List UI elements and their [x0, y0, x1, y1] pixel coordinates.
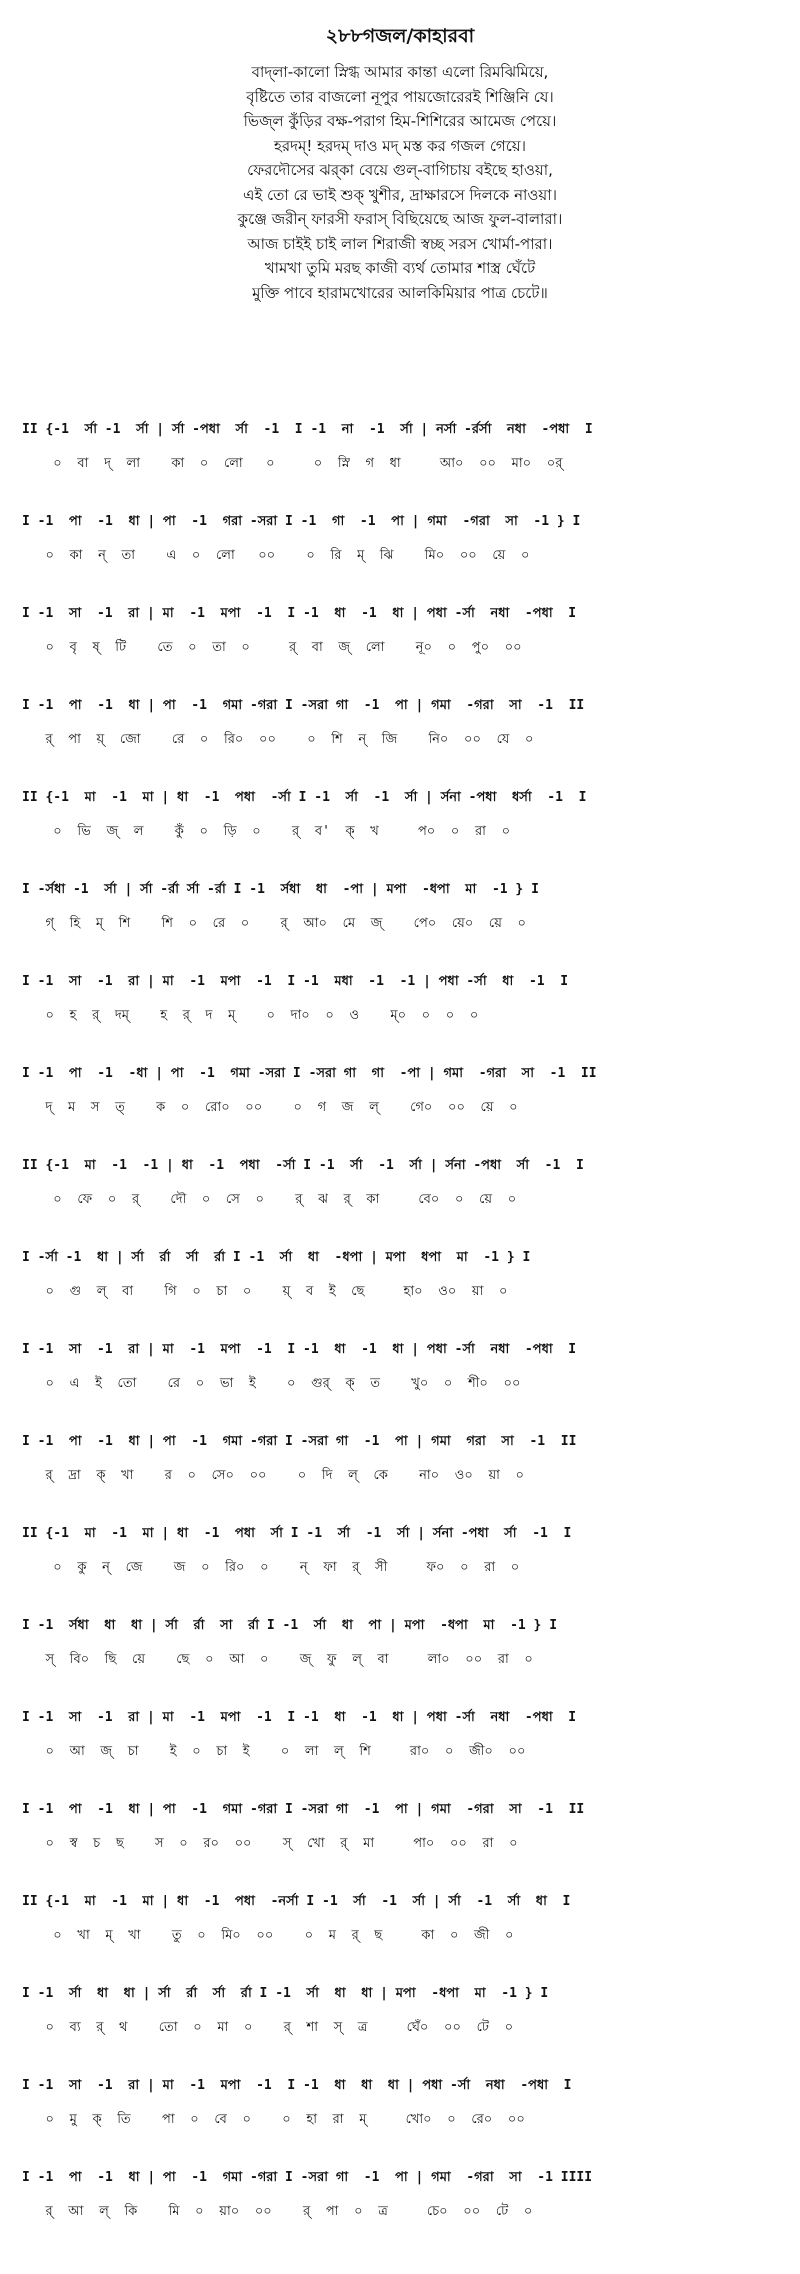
poem-line: আজ চাইই চাই লাল শিরাজী স্বচ্ছ সরস খোর্মা-পারা। — [247, 234, 553, 253]
page-title: ২৮৮গজল/কাহারবা — [325, 25, 475, 47]
notation-block — [22, 604, 782, 658]
poem-line: এই তো রে ভাই শুক্‌ খুশীর, দ্রাক্ষারসে দিলকে নাওয়া। — [243, 185, 557, 204]
poem-line: ফেরদৌসের ঝর্‌কা বেয়ে গুল্‌-বাগিচায় বইছে হাওয়া, — [247, 161, 553, 179]
lyric-line: দ্‌ ম স ত্‌ ক ০ রো০ ০০ ০ গ জ ল্‌ গে০ ০০ য়ে ০ — [22, 1100, 518, 1115]
swara-line: I -র্সা -1 ধা | র্সা র্রা র্সা র্রা I -1 র্সা ধা -ধপা | মপা ধপা মা -1 } I — [22, 1250, 531, 1265]
notation-block — [22, 1156, 782, 1210]
lyric-line: ০ ফে ০ র্‌ দৌ ০ সে ০ র্‌ ঝ র্‌ কা বে০ ০ য়ে ০ — [22, 1192, 517, 1207]
notation-block — [22, 880, 782, 934]
swara-line: I -1 সা -1 রা | মা -1 মপা -1 I -1 মধা -1 -1 | পধা -র্সা ধা -1 I — [22, 974, 569, 989]
notation-block — [22, 1248, 782, 1302]
swara-line: I -1 সা -1 রা | মা -1 মপা -1 I -1 ধা -1 ধা | পধা -র্সা নধা -পধা I — [22, 1342, 577, 1357]
poem-line: হরদম্‌! হরদম্‌ দাও মদ্‌ মস্ত কর গজল গেয়ে। — [274, 136, 526, 155]
swara-line: II {-1 মা -1 -1 | ধা -1 পধা -র্সা I -1 র্সা -1 র্সা | র্সনা -পধা র্সা -1 I — [22, 1158, 584, 1173]
notation-block — [22, 1800, 782, 1854]
poem-line: মুক্তি পাবে হারামখোরের আলকিমিয়ার পাত্র চেটে॥ — [252, 283, 548, 302]
notation-block — [22, 1432, 782, 1486]
swara-line: II {-1 মা -1 মা | ধা -1 পধা -র্সা I -1 র্সা -1 র্সা | র্সনা -পধা ধর্সা -1 I — [22, 790, 587, 805]
poem-line: বৃষ্টিতে তার বাজলো নূপুর পায়জোরেরই শিঞ্জিনি যে। — [246, 87, 554, 106]
swara-line: I -1 সা -1 রা | মা -1 মপা -1 I -1 ধা ধা ধা | পধা -র্সা নধা -পধা I — [22, 2078, 572, 2093]
notation-block — [22, 1984, 782, 2038]
lyric-line: ০ কু ন্‌ জে জ ০ রি০ ০ ন্‌ ফা র্‌ সী ফ০ ০ রা ০ — [22, 1560, 520, 1575]
swara-line: I -1 পা -1 ধা | পা -1 গরা -সরা I -1 গা -1 পা | গমা -গরা সা -1 } I — [22, 514, 581, 529]
lyric-line: ০ খা ম্‌ খা তু ০ মি০ ০০ ০ ম র্‌ ছ কা ০ জী ০ — [22, 1928, 514, 1943]
lyric-line: ০ ভি জ্‌ ল কুঁ ০ ড়ি ০ র্‌ ব' ক্‌ খ প০ ০ রা ০ — [22, 824, 511, 839]
notation-block — [22, 1708, 782, 1762]
lyric-line: ০ হ র্‌ দম্‌ হ র্‌ দ ম্‌ ০ দা০ ০ ও ম্‌০ ০ ০ ০ — [22, 1008, 479, 1023]
lyric-line: স্‌ বি০ ছি য়ে ছে ০ আ ০ জ্‌ ফু ল্‌ বা লা০ ০০ রা ০ — [22, 1652, 533, 1667]
poem-text — [0, 60, 800, 305]
notation-block — [22, 696, 782, 750]
notation-block — [22, 2168, 782, 2222]
poem-line: খামখা তুমি মরছ কাজী ব্যর্থ তোমার শাস্ত্র ঘেঁটে — [264, 259, 536, 277]
lyric-line: ০ গু ল্‌ বা গি ০ চা ০ য়্‌ ব ই ছে হা০ ও০ য়া ০ — [22, 1284, 508, 1299]
swara-line: I -1 সা -1 রা | মা -1 মপা -1 I -1 ধা -1 ধা | পধা -র্সা নধা -পধা I — [22, 1710, 577, 1725]
notation-block — [22, 512, 782, 566]
lyric-line: ০ মু ক্‌ তি পা ০ বে ০ ০ হা রা ম্‌ খো০ ০ রে০ ০০ — [22, 2112, 525, 2127]
swara-line: I -1 র্সা ধা ধা | র্সা র্রা র্সা র্রা I -1 র্সা ধা ধা | মপা -ধপা মা -1 } I — [22, 1986, 549, 2001]
swara-line: II {-1 মা -1 মা | ধা -1 পধা র্সা I -1 র্সা -1 র্সা | র্সনা -পধা র্সা -1 I — [22, 1526, 572, 1541]
swara-line: I -র্সধা -1 র্সা | র্সা -র্রা র্সা -র্রা I -1 র্সধা ধা -পা | মপা -ধপা মা -1 } I — [22, 882, 539, 897]
poem-line: ভিজ্‌ল কুঁড়ির বক্ষ-পরাগ হিম-শিশিরের আমেজ পেয়ে। — [243, 112, 557, 130]
lyric-line: ০ কা ন্‌ তা এ ০ লো ০০ ০ রি ম্‌ ঝি মি০ ০০ য়ে ০ — [22, 548, 530, 563]
lyric-line: ০ বৃ ষ্‌ টি তে ০ তা ০ র্‌ বা জ্‌ লো নূ০ ০ পু০ ০০ — [22, 640, 522, 655]
swara-line: I -1 সা -1 রা | মা -1 মপা -1 I -1 ধা -1 ধা | পধা -র্সা নধা -পধা I — [22, 606, 577, 621]
notation-block — [22, 1340, 782, 1394]
notation-block — [22, 788, 782, 842]
swara-line: I -1 পা -1 ধা | পা -1 গমা -গরা I -সরা গা -1 পা | গমা -গরা সা -1 IIII — [22, 2170, 593, 2185]
swara-line: I -1 পা -1 ধা | পা -1 গমা -গরা I -সরা গা -1 পা | গমা গরা সা -1 II — [22, 1434, 577, 1449]
lyric-line: গ্‌ হি ম্‌ শি শি ০ রে ০ র্‌ আ০ মে জ্‌ পে০ য়ে০ য়ে ০ — [22, 916, 526, 931]
swara-line: I -1 পা -1 ধা | পা -1 গমা -গরা I -সরা গা -1 পা | গমা -গরা সা -1 II — [22, 1802, 585, 1817]
notation-block — [22, 1892, 782, 1946]
poem-line: বাদ্‌লা-কালো স্নিগ্ধ আমার কান্তা এলো রিমঝিমিয়ে, — [251, 63, 549, 81]
lyric-line: ০ বা দ্‌ লা কা ০ লো ০ ০ স্নি গ ধা আ০ ০০ মা০ ০র্‌ — [53, 456, 563, 471]
notation-block — [22, 1064, 782, 1118]
lyric-line: ০ আ জ্‌ চা ই ০ চা ই ০ লা ল্‌ শি রা০ ০ জী০ ০০ — [22, 1744, 526, 1759]
notation-block — [22, 1616, 782, 1670]
swara-line: I -1 পা -1 ধা | পা -1 গমা -গরা I -সরা গা -1 পা | গমা -গরা সা -1 II — [22, 698, 585, 713]
lyric-line: ০ এ ই তো রে ০ ভা ই ০ গুর্‌ ক্‌ ত খু০ ০ শী০ ০০ — [22, 1376, 521, 1391]
notation-block — [22, 420, 782, 474]
lyric-line: ০ স্ব চ ছ স ০ র০ ০০ স্‌ খো র্‌ মা পা০ ০০ রা ০ — [22, 1836, 518, 1851]
notation-block — [22, 1524, 782, 1578]
lyric-line: র্‌ পা য়্‌ জো রে ০ রি০ ০০ ০ শি ন্‌ জি নি০ ০০ যে ০ — [22, 732, 534, 747]
notation-block — [22, 2076, 782, 2130]
lyric-line: ০ ব্য র্‌ থ তো ০ মা ০ র্‌ শা স্‌ ত্র ঘেঁ০ ০০ টে ০ — [22, 2020, 514, 2035]
swara-line: II {-1 মা -1 মা | ধা -1 পধা -নর্সা I -1 র্সা -1 র্সা | র্সা -1 র্সা ধা I — [22, 1894, 571, 1909]
swara-line: II {-1 র্সা -1 র্সা | র্সা -পধা র্সা -1 I -1 না -1 র্সা | নর্সা -র্রর্সা নধা -পধা I — [22, 422, 593, 437]
lyric-line: র্‌ দ্রা ক্‌ খা র ০ সে০ ০০ ০ দি ল্‌ কে না০ ও০ য়া ০ — [22, 1468, 524, 1483]
notation-block — [22, 972, 782, 1026]
swara-line: I -1 পা -1 -ধা | পা -1 গমা -সরা I -সরা গা গা -পা | গমা -গরা সা -1 II — [22, 1066, 597, 1081]
lyric-line: র্‌ আ ল্‌ কি মি ০ য়া০ ০০ র্‌ পা ০ ত্র চে০ ০০ টে ০ — [22, 2204, 533, 2219]
poem-line: কুঞ্জে জরীন্‌ ফারসী ফরাস্‌ বিছিয়েছে আজ ফুল-বালারা। — [237, 210, 563, 228]
swara-line: I -1 র্সধা ধা ধা | র্সা র্রা সা র্রা I -1 র্সা ধা পা | মপা -ধপা মা -1 } I — [22, 1618, 558, 1633]
